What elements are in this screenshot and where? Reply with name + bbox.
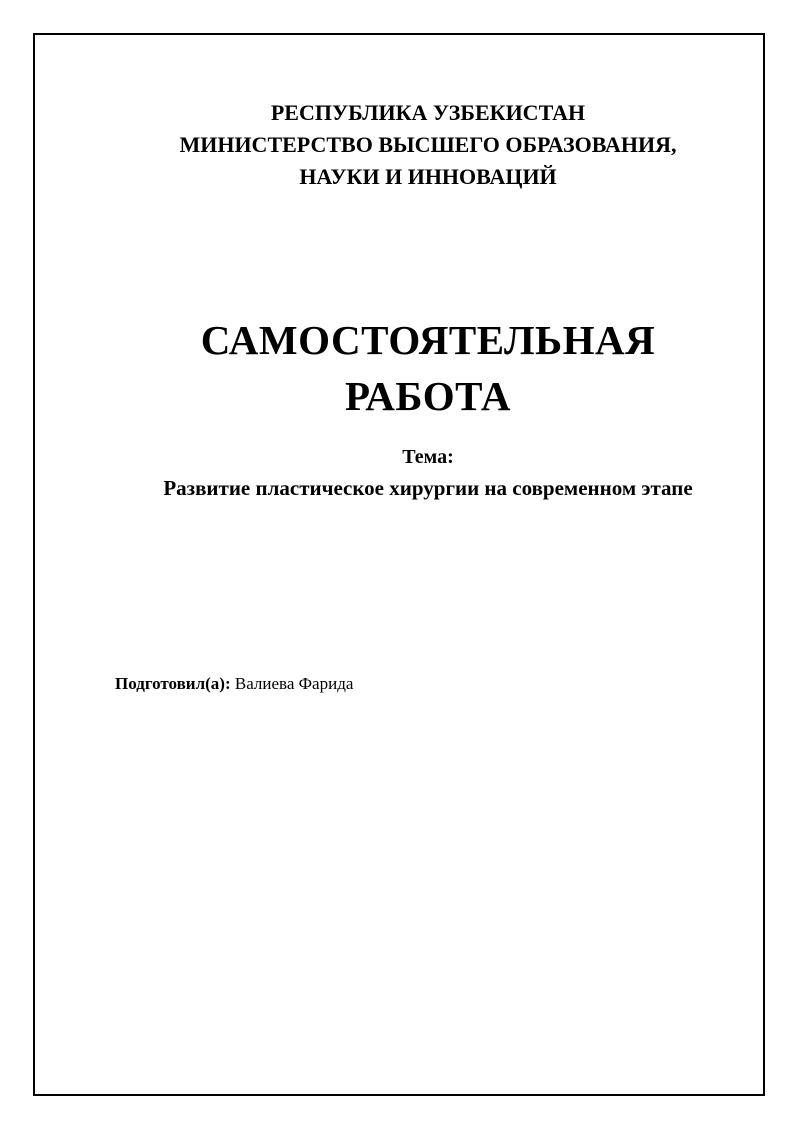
institution-header bbox=[0, 97, 800, 193]
topic-text: Развитие пластическое хирургии на современном этапе bbox=[163, 476, 693, 500]
document-title bbox=[0, 312, 800, 424]
header-ministry-continued: НАУКИ И ИННОВАЦИЙ bbox=[299, 164, 557, 189]
prepared-by bbox=[115, 673, 353, 695]
header-country: РЕСПУБЛИКА УЗБЕКИСТАН bbox=[270, 100, 586, 125]
header-ministry: МИНИСТЕРСТВО ВЫСШЕГО ОБРАЗОВАНИЯ, bbox=[179, 132, 677, 157]
title-line-2: РАБОТА bbox=[344, 373, 512, 419]
prepared-by-label: Подготовил(а): bbox=[115, 674, 231, 693]
author-name: Валиева Фарида bbox=[234, 674, 354, 693]
title-line-1: САМОСТОЯТЕЛЬНАЯ bbox=[200, 317, 656, 363]
topic-label: Тема: bbox=[402, 446, 454, 468]
